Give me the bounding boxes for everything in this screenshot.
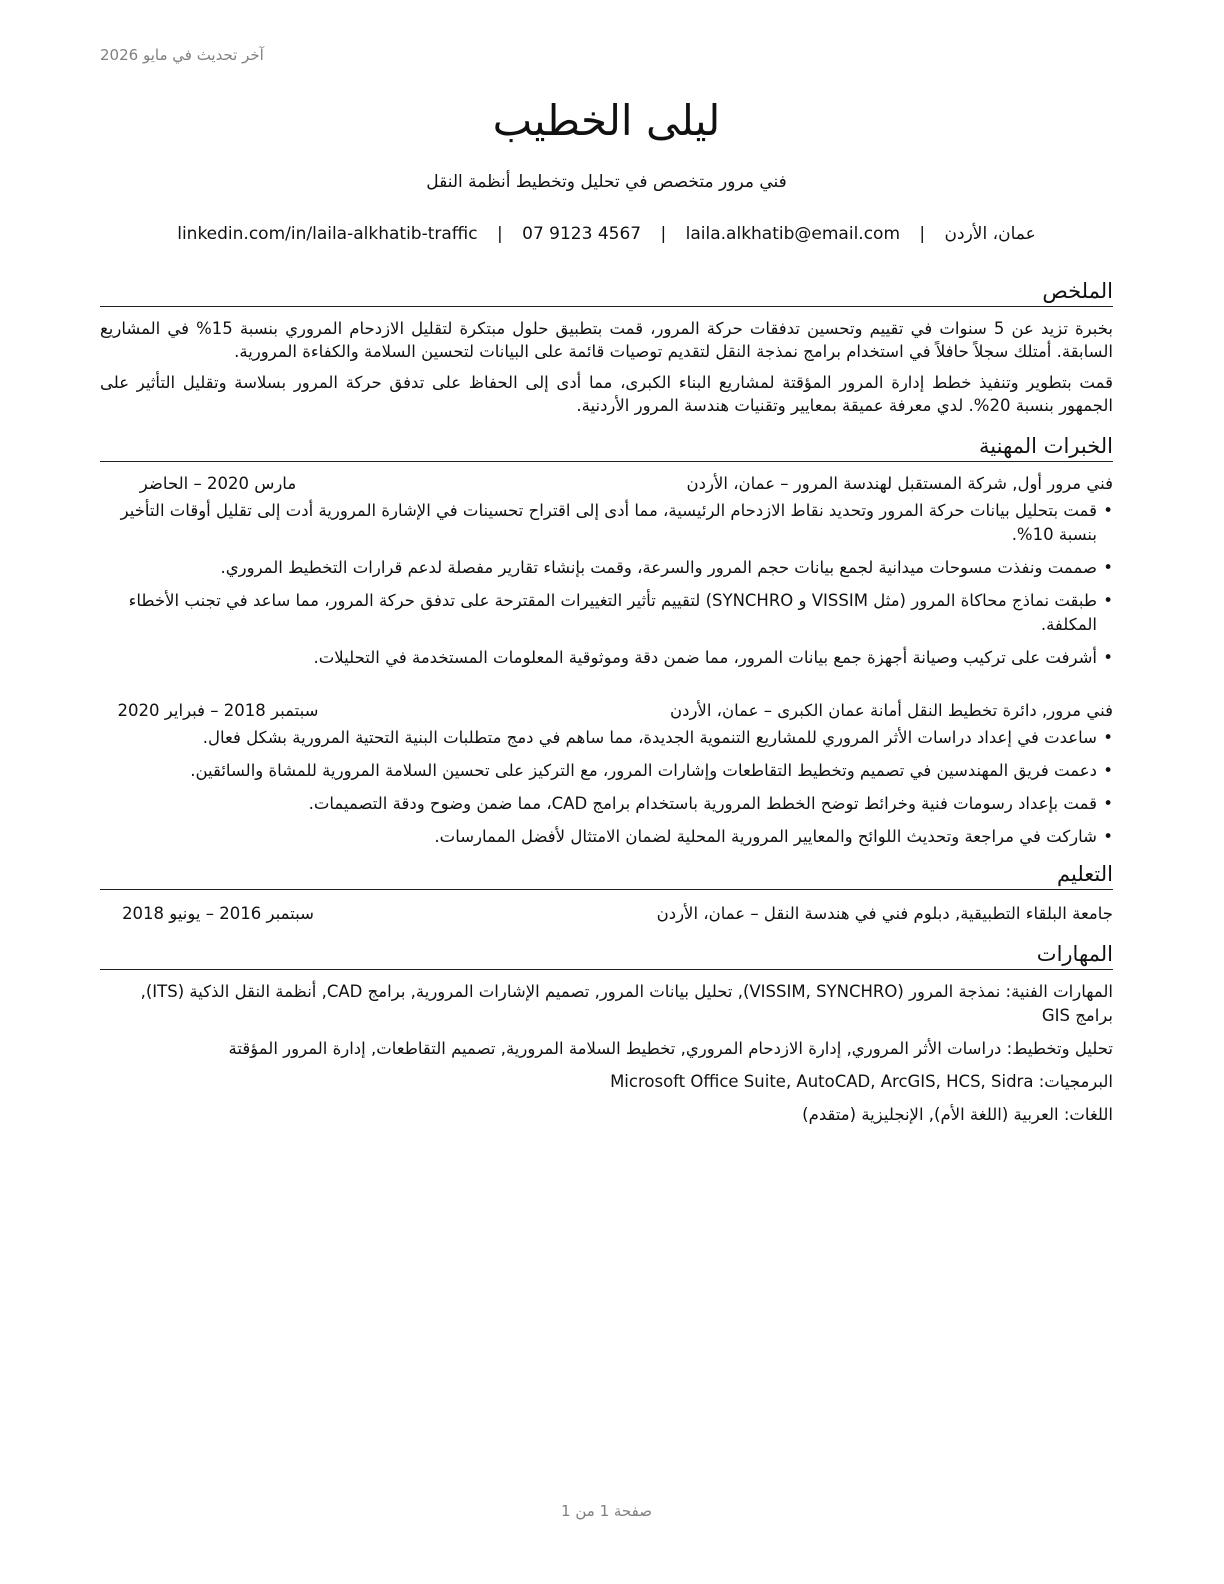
last-updated: آخر تحديث في مايو 2026 (100, 46, 264, 64)
list-item: • ساعدت في إعداد دراسات الأثر المروري للمشاريع التنموية الجديدة، مما ساهم في دمج متطلبات البنية التحتية المرورية بشكل فعال. (100, 726, 1113, 750)
skills-line: اللغات: العربية (اللغة الأم), الإنجليزية (متقدم) (802, 1105, 1113, 1124)
section-title-skills: المهارات (100, 939, 1113, 970)
section-title-education: التعليم (100, 859, 1113, 890)
experience-section (100, 431, 1113, 849)
skills-line: تحليل وتخطيط: دراسات الأثر المروري, إدارة الازدحام المروري, تخطيط السلامة المرورية, تصميم التقاطعات, إدارة المرور المؤقتة (228, 1039, 1113, 1058)
job-dates: سبتمبر 2018 – فبراير 2020 (117, 701, 319, 720)
section-title-summary: الملخص (100, 276, 1113, 307)
job-title: فني مرور, دائرة تخطيط النقل أمانة عمان الكبرى – عمان، الأردن (670, 701, 1113, 720)
resume-page (100, 0, 1113, 1584)
list-item: • قمت بإعداد رسومات فنية وخرائط توضح الخطط المرورية باستخدام برامج CAD، مما ضمن وضوح ودقة التصميمات. (100, 792, 1113, 816)
contact-separator: | (496, 224, 503, 244)
job-dates: مارس 2020 – الحاضر (139, 474, 297, 493)
education-title: جامعة البلقاء التطبيقية, دبلوم فني في هندسة النقل – عمان، الأردن (656, 904, 1113, 923)
contact-line (100, 224, 1113, 244)
job-title: فني مرور أول, شركة المستقبل لهندسة المرور – عمان، الأردن (686, 474, 1113, 493)
contact-separator: | (660, 224, 667, 244)
page-number: صفحة 1 من 1 (561, 1502, 652, 1520)
contact-location: عمان، الأردن (944, 224, 1036, 244)
skills-section (100, 939, 1113, 1127)
summary-section (100, 276, 1113, 417)
list-item: • شاركت في مراجعة وتحديث اللوائح والمعايير المرورية المحلية لضمان الامتثال لأفضل الممارسات. (100, 825, 1113, 849)
skills-line: المهارات الفنية: نمذجة المرور (VISSIM, SYNCHRO), تحليل بيانات المرور, تصميم الإشارات المرورية, برامج CAD, أنظمة النقل الذكية (ITS), برامج GIS (140, 982, 1113, 1025)
job-header (100, 699, 1113, 722)
resume-content (100, 276, 1113, 1136)
job-header (100, 472, 1113, 495)
education-section (100, 859, 1113, 925)
contact-phone: 07 9123 4567 (522, 224, 642, 244)
list-item: • طبقت نماذج محاكاة المرور (مثل VISSIM و SYNCHRO) لتقييم تأثير التغييرات المقترحة على تدفق حركة المرور، مما ساعد في تجنب الأخطاء المكلفة. (100, 589, 1113, 637)
list-item: • صممت ونفذت مسوحات ميدانية لجمع بيانات حجم المرور والسرعة، وقمت بإنشاء تقارير مفصلة لدعم قرارات التخطيط المروري. (100, 556, 1113, 580)
job-bullets (100, 726, 1113, 849)
education-dates: سبتمبر 2016 – يونيو 2018 (122, 904, 314, 923)
education-entry (100, 902, 1113, 925)
summary-paragraph: قمت بتطوير وتنفيذ خطط إدارة المرور المؤقتة لمشاريع البناء الكبرى، مما أدى إلى الحفاظ على تدفق حركة المرور بسلاسة وتقليل التأثير على الجمهور بنسبة 20%. لدي معرفة عميقة بمعايير وتقنيات هندسة المرور الأردنية. (100, 373, 1113, 415)
candidate-name: ليلى الخطيب (492, 96, 721, 145)
job-bullets (100, 499, 1113, 670)
contact-separator: | (919, 224, 926, 244)
list-item: • أشرفت على تركيب وصيانة أجهزة جمع بيانات المرور، مما ضمن دقة وموثوقية المعلومات المستخدمة في التحليلات. (100, 646, 1113, 670)
summary-paragraph: بخبرة تزيد عن 5 سنوات في تقييم وتحسين تدفقات حركة المرور، قمت بتطبيق حلول مبتكرة لتقليل الازدحام المروري بنسبة 15% في المشاريع السابقة. أمتلك سجلاً حافلاً في استخدام برامج نمذجة النقل لتقديم توصيات قائمة على البيانات لتحسين السلامة والكفاءة المرورية. (100, 319, 1113, 361)
job-entry (100, 472, 1113, 670)
job-entry (100, 699, 1113, 849)
list-item: • دعمت فريق المهندسين في تصميم وتخطيط التقاطعات وإشارات المرور، مع التركيز على تحسين السلامة المرورية للمشاة والسائقين. (100, 759, 1113, 783)
section-title-experience: الخبرات المهنية (100, 431, 1113, 462)
list-item: • قمت بتحليل بيانات حركة المرور وتحديد نقاط الازدحام الرئيسية، مما أدى إلى اقتراح تحسينات في الإشارة المرورية أدت إلى تقليل أوقات التأخير بنسبة 10%. (100, 499, 1113, 547)
contact-linkedin[interactable]: linkedin.com/in/laila-alkhatib-traffic (177, 224, 478, 244)
job-subtitle: فني مرور متخصص في تحليل وتخطيط أنظمة النقل (426, 172, 787, 192)
skills-line: البرمجيات: Microsoft Office Suite, AutoCAD, ArcGIS, HCS, Sidra (610, 1072, 1113, 1091)
contact-email[interactable]: laila.alkhatib@email.com (685, 224, 900, 244)
